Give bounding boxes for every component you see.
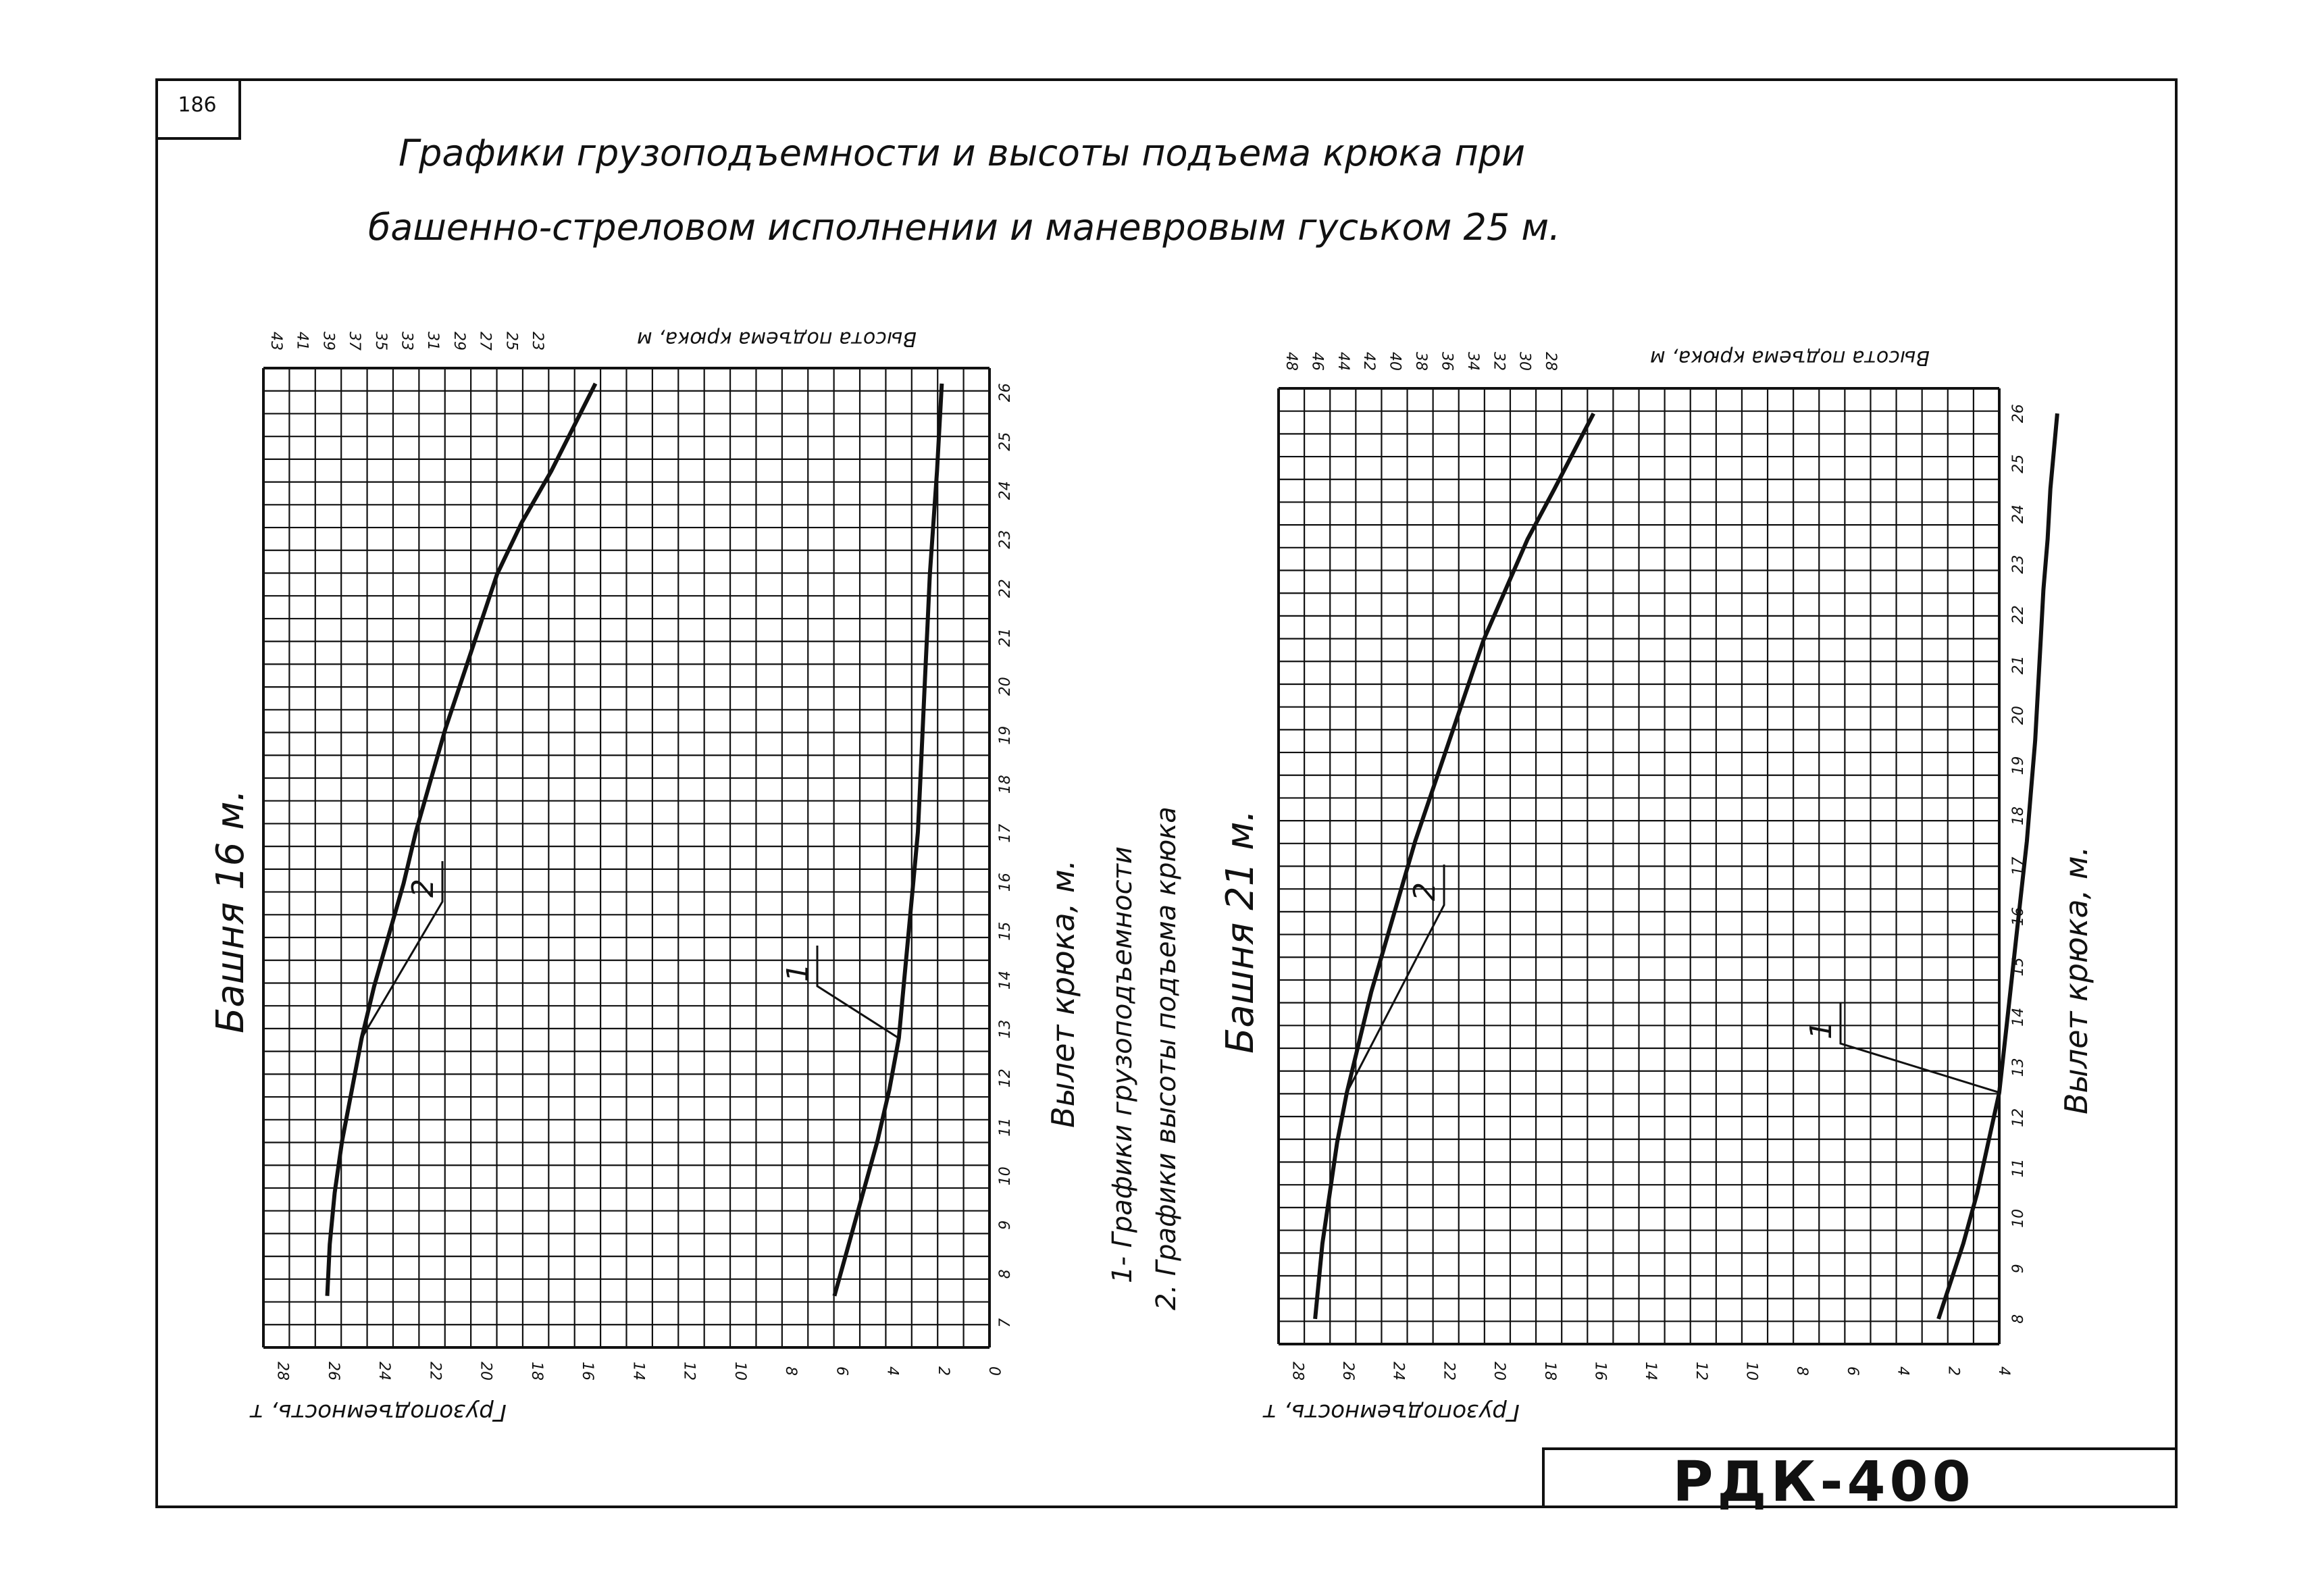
y2-tick-label: 39 bbox=[319, 332, 337, 351]
y-tick-label: 4 bbox=[1995, 1366, 2012, 1376]
title-line-1: Графики грузоподъемности и высоты подъема крюка при bbox=[398, 132, 1526, 174]
y-tick-label: 16 bbox=[1591, 1362, 1609, 1381]
y2-tick-label: 37 bbox=[346, 332, 363, 351]
y2-tick-label: 31 bbox=[424, 332, 442, 351]
x-tick-label: 26 bbox=[997, 383, 1014, 403]
series-label-1: 1 bbox=[781, 963, 815, 982]
x-tick-label: 19 bbox=[2010, 756, 2027, 775]
x-tick-label: 16 bbox=[2010, 906, 2027, 926]
x-tick-label: 18 bbox=[2010, 806, 2027, 826]
y2-tick-label: 23 bbox=[529, 332, 546, 351]
y-tick-label: 10 bbox=[731, 1362, 748, 1381]
y-tick-label: 20 bbox=[1491, 1362, 1508, 1381]
chart-tower-16m bbox=[249, 327, 1014, 1426]
y2-tick-label: 29 bbox=[450, 332, 467, 351]
x-tick-label: 7 bbox=[997, 1318, 1014, 1328]
chart-tower-21m bbox=[1262, 346, 2057, 1426]
y2-tick-label: 43 bbox=[267, 332, 284, 351]
x-tick-label: 17 bbox=[997, 823, 1014, 843]
chart-grid bbox=[1279, 388, 1999, 1344]
y2-tick-label: 38 bbox=[1412, 352, 1430, 371]
x-tick-label: 10 bbox=[997, 1166, 1014, 1186]
y2-tick-label: 32 bbox=[1490, 352, 1508, 371]
x-tick-label: 15 bbox=[2010, 957, 2027, 977]
x-tick-label: 23 bbox=[2010, 555, 2027, 574]
y-tick-label: 24 bbox=[1389, 1362, 1407, 1381]
stamp-label: РДК-400 bbox=[1672, 1450, 1975, 1514]
x-tick-label: 22 bbox=[2010, 605, 2027, 625]
y-tick-label: 10 bbox=[1743, 1362, 1760, 1381]
x-tick-label: 13 bbox=[997, 1019, 1014, 1039]
series-leader-1 bbox=[817, 946, 899, 1038]
series-line-1 bbox=[834, 384, 942, 1296]
y-tick-label: 28 bbox=[274, 1362, 291, 1381]
y2-tick-label: 40 bbox=[1386, 352, 1404, 371]
x-tick-label: 12 bbox=[997, 1069, 1014, 1088]
x-tick-label: 26 bbox=[2010, 404, 2027, 423]
x-tick-label: 13 bbox=[2010, 1058, 2027, 1077]
x-tick-label: 20 bbox=[2010, 706, 2027, 725]
y-tick-label: 4 bbox=[883, 1366, 901, 1376]
x-tick-label: 25 bbox=[997, 432, 1014, 451]
y2-tick-label: 46 bbox=[1308, 352, 1326, 371]
x-tick-label: 15 bbox=[997, 921, 1014, 941]
y-tick-label: 4 bbox=[1894, 1366, 1911, 1376]
x-tick-label: 17 bbox=[2010, 856, 2027, 876]
y2-tick-label: 36 bbox=[1438, 352, 1456, 371]
y2-tick-label: 28 bbox=[1542, 352, 1560, 371]
x-tick-label: 21 bbox=[997, 627, 1014, 647]
y-tick-label: 0 bbox=[985, 1366, 1002, 1376]
x-tick-label: 9 bbox=[997, 1220, 1014, 1230]
x-tick-label: 14 bbox=[997, 971, 1014, 990]
y-axis-title: Грузоподъемность, т bbox=[250, 1399, 507, 1426]
x-tick-label: 23 bbox=[997, 530, 1014, 549]
y-tick-label: 26 bbox=[324, 1362, 342, 1381]
chart2-title: Башня 21 м. bbox=[1218, 809, 1262, 1054]
y2-tick-label: 48 bbox=[1283, 352, 1300, 371]
y-tick-label: 24 bbox=[376, 1362, 392, 1381]
y-tick-label: 12 bbox=[680, 1362, 698, 1381]
y2-tick-label: 27 bbox=[476, 332, 494, 351]
x-tick-label: 12 bbox=[2010, 1108, 2027, 1127]
y2-axis-title: Высота подъема крюка, м bbox=[1649, 346, 1930, 369]
y-tick-label: 22 bbox=[1440, 1362, 1458, 1381]
y-tick-label: 18 bbox=[1541, 1362, 1558, 1381]
y-tick-label: 6 bbox=[1843, 1366, 1861, 1376]
y-tick-label: 16 bbox=[579, 1362, 596, 1381]
y-tick-label: 22 bbox=[426, 1362, 444, 1381]
y-tick-label: 28 bbox=[1289, 1362, 1306, 1381]
page-number: 186 bbox=[178, 93, 217, 117]
y2-tick-label: 33 bbox=[398, 332, 415, 351]
series-label-1: 1 bbox=[1804, 1021, 1839, 1039]
x-tick-label: 8 bbox=[997, 1269, 1014, 1279]
x-tick-label: 24 bbox=[997, 481, 1014, 500]
x-tick-label: 9 bbox=[2010, 1264, 2027, 1274]
y-tick-label: 14 bbox=[1642, 1362, 1660, 1381]
y2-tick-label: 35 bbox=[371, 332, 389, 351]
y2-tick-label: 42 bbox=[1360, 352, 1378, 371]
y2-tick-label: 41 bbox=[293, 332, 311, 351]
x-tick-label: 24 bbox=[2010, 505, 2027, 524]
y-tick-label: 14 bbox=[629, 1362, 647, 1381]
chart1-title: Башня 16 м. bbox=[209, 789, 253, 1033]
y-tick-label: 26 bbox=[1339, 1362, 1357, 1381]
y-tick-label: 2 bbox=[1945, 1366, 1962, 1376]
x-tick-label: 19 bbox=[997, 725, 1014, 745]
x-tick-label: 21 bbox=[2010, 655, 2027, 675]
x-tick-label: 8 bbox=[2010, 1314, 2027, 1324]
x-tick-label: 20 bbox=[997, 677, 1014, 696]
x-tick-label: 11 bbox=[2010, 1158, 2027, 1178]
chart-grid bbox=[263, 368, 989, 1347]
y-tick-label: 8 bbox=[782, 1366, 799, 1376]
series-label-2: 2 bbox=[406, 879, 440, 898]
x-tick-label: 16 bbox=[997, 873, 1014, 892]
y-tick-label: 6 bbox=[833, 1366, 850, 1376]
x-tick-label: 10 bbox=[2010, 1208, 2027, 1228]
x-tick-label: 14 bbox=[2010, 1007, 2027, 1027]
series-label-2: 2 bbox=[1408, 882, 1442, 901]
y-tick-label: 8 bbox=[1793, 1366, 1811, 1376]
legend-line-1: 1- Графики грузоподъемности bbox=[1107, 846, 1138, 1283]
x-tick-label: 18 bbox=[997, 775, 1014, 794]
x-tick-label: 22 bbox=[997, 579, 1014, 598]
legend-line-2: 2. Графики высоты подъема крюка bbox=[1151, 806, 1182, 1310]
y-tick-label: 2 bbox=[934, 1366, 952, 1376]
y2-tick-label: 34 bbox=[1464, 352, 1481, 371]
x-tick-label: 11 bbox=[997, 1117, 1014, 1137]
y2-tick-label: 25 bbox=[503, 332, 520, 351]
y2-tick-label: 30 bbox=[1516, 352, 1533, 371]
y2-axis-title: Высота подъема крюка, м bbox=[636, 327, 917, 351]
chart2-xlabel: Вылет крюка, м. bbox=[2058, 846, 2094, 1114]
x-tick-label: 25 bbox=[2010, 454, 2027, 473]
y2-tick-label: 44 bbox=[1334, 352, 1352, 371]
chart1-xlabel: Вылет крюка, м. bbox=[1045, 859, 1081, 1128]
y-axis-title: Грузоподъемность, т bbox=[1263, 1399, 1520, 1426]
y-tick-label: 20 bbox=[477, 1362, 494, 1381]
y-tick-label: 18 bbox=[528, 1362, 545, 1381]
y-tick-label: 12 bbox=[1692, 1362, 1709, 1381]
title-line-2: башенно-стреловом исполнении и маневровым гуськом 25 м. bbox=[368, 206, 1561, 249]
